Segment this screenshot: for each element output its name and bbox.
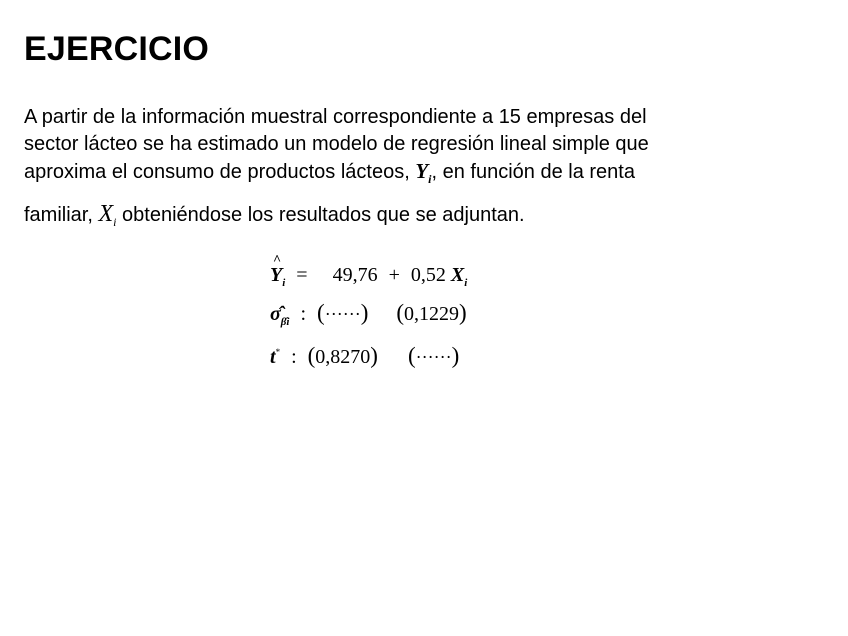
standard-errors-row <box>270 300 467 328</box>
problem-statement <box>24 104 804 236</box>
std-error-2: (0,1229) <box>396 300 467 325</box>
intercept-value: 49,76 <box>332 264 378 286</box>
variable-x-i: $X_i$ <box>98 201 117 229</box>
plus-sign: + <box>388 264 400 286</box>
statement-line-3-text: aproxima el consumo de productos lácteos, <box>24 161 410 183</box>
t-stat-2: (······) <box>407 343 460 368</box>
sigma-hat-symbol: $\sigmâ_{\betâi}$ <box>270 303 290 328</box>
statement-line-3-tail: , en función de la renta <box>431 161 635 183</box>
variable-y-i: $Y_i$ <box>415 159 432 186</box>
std-errors-colon: : <box>300 303 307 325</box>
slope-value: 0,52 <box>410 264 446 286</box>
std-error-1: (······) <box>317 300 369 325</box>
equals-sign: = <box>296 264 308 286</box>
statement-line-1: A partir de la información muestral correspondiente a 15 empresas del <box>24 106 647 128</box>
statement-line-2: sector lácteo se ha estimado un modelo de regresión lineal simple que <box>24 133 649 155</box>
regression-equation <box>270 253 468 289</box>
statement-line-4 <box>24 201 804 236</box>
t-statistics-row <box>270 343 459 369</box>
regressor-symbol: $X_i$ <box>450 264 468 289</box>
statement-line-3 <box>24 158 804 193</box>
statement-line-4-tail: obteniéndose los resultados que se adjuntan. <box>122 204 525 226</box>
t-stats-colon: : <box>291 346 297 368</box>
y-hat-symbol: Y ^ $_i$ <box>270 253 286 289</box>
t-star-symbol: t* <box>270 346 281 368</box>
statement-line-4-text: familiar, <box>24 204 93 226</box>
exercise-title: EJERCICIO <box>24 30 210 68</box>
t-stat-1: (0,8270) <box>307 343 378 368</box>
